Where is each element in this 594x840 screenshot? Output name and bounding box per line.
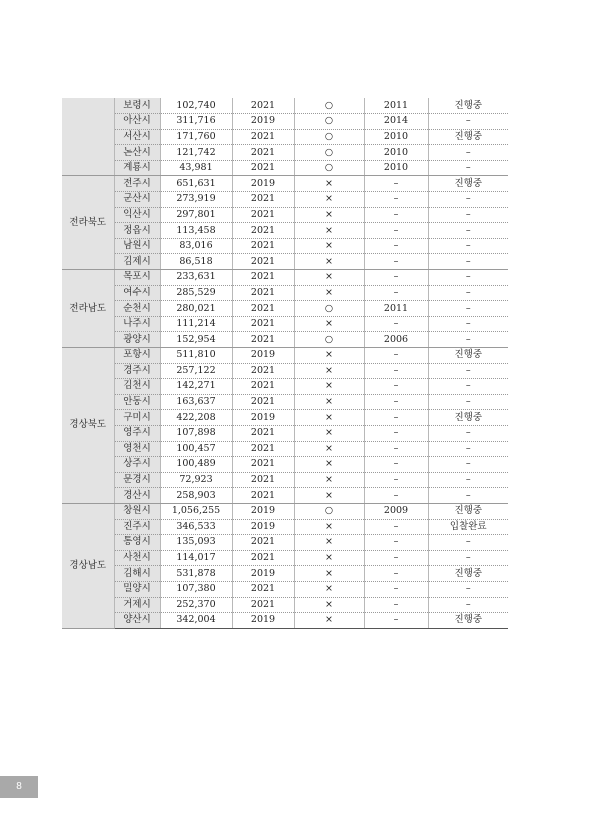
progress-status: –	[428, 145, 508, 161]
status-mark: ×	[294, 207, 364, 223]
city-name: 포항시	[114, 348, 160, 364]
progress-status: –	[428, 160, 508, 176]
population: 121,742	[160, 145, 232, 161]
city-name: 상주시	[114, 457, 160, 473]
progress-status: –	[428, 114, 508, 130]
status-mark: ×	[294, 270, 364, 286]
population: 258,903	[160, 488, 232, 504]
year: 2019	[232, 176, 294, 192]
table-row	[62, 441, 508, 457]
table-row	[62, 348, 508, 364]
population: 257,122	[160, 363, 232, 379]
population: 113,458	[160, 223, 232, 239]
table-row	[62, 114, 508, 130]
population: 100,489	[160, 457, 232, 473]
year: 2021	[232, 285, 294, 301]
city-name: 사천시	[114, 550, 160, 566]
table-row	[62, 270, 508, 286]
year: 2021	[232, 145, 294, 161]
table-row	[62, 566, 508, 582]
table-row	[62, 285, 508, 301]
year: 2019	[232, 613, 294, 629]
year: 2021	[232, 207, 294, 223]
city-name: 광양시	[114, 332, 160, 348]
start-year: –	[364, 519, 428, 535]
year: 2021	[232, 129, 294, 145]
table-row	[62, 488, 508, 504]
status-mark: ×	[294, 285, 364, 301]
table-row	[62, 503, 508, 519]
progress-status: –	[428, 363, 508, 379]
year: 2019	[232, 348, 294, 364]
year: 2021	[232, 363, 294, 379]
start-year: –	[364, 394, 428, 410]
year: 2021	[232, 425, 294, 441]
table-row	[62, 581, 508, 597]
city-name: 창원시	[114, 503, 160, 519]
status-mark: ×	[294, 176, 364, 192]
progress-status: 입찰완료	[428, 519, 508, 535]
year: 2021	[232, 394, 294, 410]
table-row	[62, 176, 508, 192]
region-name: 경상남도	[62, 503, 114, 628]
progress-status: –	[428, 270, 508, 286]
table-row	[62, 316, 508, 332]
progress-status: –	[428, 254, 508, 270]
year: 2021	[232, 98, 294, 114]
start-year: 2009	[364, 503, 428, 519]
start-year: –	[364, 441, 428, 457]
year: 2021	[232, 488, 294, 504]
table-row	[62, 160, 508, 176]
start-year: –	[364, 535, 428, 551]
status-mark: ×	[294, 581, 364, 597]
year: 2021	[232, 192, 294, 208]
city-name: 논산시	[114, 145, 160, 161]
progress-status: –	[428, 488, 508, 504]
city-name: 여수시	[114, 285, 160, 301]
status-mark: ○	[294, 114, 364, 130]
table-row	[62, 98, 508, 114]
status-mark: ×	[294, 223, 364, 239]
year: 2021	[232, 597, 294, 613]
progress-status: –	[428, 379, 508, 395]
population: 1,056,255	[160, 503, 232, 519]
start-year: –	[364, 254, 428, 270]
status-mark: ○	[294, 301, 364, 317]
year: 2021	[232, 581, 294, 597]
population: 273,919	[160, 192, 232, 208]
year: 2019	[232, 503, 294, 519]
population: 531,878	[160, 566, 232, 582]
progress-status: 진행중	[428, 176, 508, 192]
status-mark: ×	[294, 410, 364, 426]
population: 252,370	[160, 597, 232, 613]
population: 285,529	[160, 285, 232, 301]
start-year: –	[364, 192, 428, 208]
city-name: 경주시	[114, 363, 160, 379]
year: 2021	[232, 160, 294, 176]
status-mark: ×	[294, 550, 364, 566]
table-row	[62, 379, 508, 395]
table-body	[62, 98, 508, 628]
city-name: 순천시	[114, 301, 160, 317]
city-name: 목포시	[114, 270, 160, 286]
status-mark: ×	[294, 457, 364, 473]
start-year: –	[364, 207, 428, 223]
table-row	[62, 597, 508, 613]
table-row	[62, 519, 508, 535]
table-row	[62, 301, 508, 317]
population: 651,631	[160, 176, 232, 192]
progress-status: –	[428, 597, 508, 613]
progress-status: –	[428, 316, 508, 332]
city-name: 안동시	[114, 394, 160, 410]
progress-status: –	[428, 394, 508, 410]
progress-status: –	[428, 581, 508, 597]
start-year: 2011	[364, 301, 428, 317]
table-row	[62, 145, 508, 161]
year: 2021	[232, 379, 294, 395]
year: 2019	[232, 566, 294, 582]
start-year: 2014	[364, 114, 428, 130]
progress-status: –	[428, 238, 508, 254]
start-year: –	[364, 316, 428, 332]
start-year: –	[364, 425, 428, 441]
population: 83,016	[160, 238, 232, 254]
status-mark: ○	[294, 503, 364, 519]
status-mark: ○	[294, 160, 364, 176]
city-name: 남원시	[114, 238, 160, 254]
city-name: 서산시	[114, 129, 160, 145]
progress-status: 진행중	[428, 613, 508, 629]
status-mark: ×	[294, 566, 364, 582]
table-row	[62, 472, 508, 488]
city-name: 김제시	[114, 254, 160, 270]
status-mark: ×	[294, 472, 364, 488]
start-year: –	[364, 613, 428, 629]
population: 342,004	[160, 613, 232, 629]
city-name: 문경시	[114, 472, 160, 488]
year: 2019	[232, 114, 294, 130]
start-year: 2006	[364, 332, 428, 348]
region-name	[62, 98, 114, 176]
population: 102,740	[160, 98, 232, 114]
city-name: 영천시	[114, 441, 160, 457]
start-year: –	[364, 410, 428, 426]
city-name: 아산시	[114, 114, 160, 130]
population: 297,801	[160, 207, 232, 223]
city-name: 양산시	[114, 613, 160, 629]
status-mark: ○	[294, 145, 364, 161]
progress-status: –	[428, 285, 508, 301]
progress-status: –	[428, 550, 508, 566]
city-name: 보령시	[114, 98, 160, 114]
year: 2021	[232, 223, 294, 239]
progress-status: 진행중	[428, 348, 508, 364]
start-year: –	[364, 566, 428, 582]
population: 100,457	[160, 441, 232, 457]
progress-status: 진행중	[428, 503, 508, 519]
status-mark: ×	[294, 348, 364, 364]
start-year: –	[364, 379, 428, 395]
city-name: 김해시	[114, 566, 160, 582]
population: 311,716	[160, 114, 232, 130]
table-row	[62, 613, 508, 629]
start-year: –	[364, 238, 428, 254]
progress-status: 진행중	[428, 129, 508, 145]
population: 142,271	[160, 379, 232, 395]
city-name: 익산시	[114, 207, 160, 223]
year: 2021	[232, 316, 294, 332]
population: 346,533	[160, 519, 232, 535]
year: 2021	[232, 550, 294, 566]
population: 280,021	[160, 301, 232, 317]
population: 152,954	[160, 332, 232, 348]
population: 114,017	[160, 550, 232, 566]
population: 43,981	[160, 160, 232, 176]
population: 111,214	[160, 316, 232, 332]
progress-status: –	[428, 472, 508, 488]
city-name: 김천시	[114, 379, 160, 395]
status-mark: ×	[294, 363, 364, 379]
status-mark: ×	[294, 192, 364, 208]
population: 233,631	[160, 270, 232, 286]
start-year: –	[364, 285, 428, 301]
population: 86,518	[160, 254, 232, 270]
table-row	[62, 192, 508, 208]
progress-status: –	[428, 301, 508, 317]
start-year: –	[364, 472, 428, 488]
year: 2021	[232, 457, 294, 473]
start-year: –	[364, 550, 428, 566]
year: 2021	[232, 238, 294, 254]
start-year: –	[364, 348, 428, 364]
year: 2021	[232, 332, 294, 348]
start-year: –	[364, 581, 428, 597]
progress-status: –	[428, 223, 508, 239]
city-name: 밀양시	[114, 581, 160, 597]
region-name: 전라북도	[62, 176, 114, 270]
start-year: –	[364, 457, 428, 473]
start-year: –	[364, 488, 428, 504]
table-row	[62, 207, 508, 223]
start-year: 2010	[364, 145, 428, 161]
progress-status: 진행중	[428, 98, 508, 114]
status-mark: ×	[294, 425, 364, 441]
page-number: 8	[0, 776, 38, 798]
city-name: 구미시	[114, 410, 160, 426]
city-data-table	[62, 98, 508, 629]
year: 2021	[232, 301, 294, 317]
start-year: –	[364, 223, 428, 239]
year: 2021	[232, 441, 294, 457]
start-year: –	[364, 176, 428, 192]
progress-status: –	[428, 425, 508, 441]
city-name: 전주시	[114, 176, 160, 192]
year: 2021	[232, 472, 294, 488]
start-year: 2010	[364, 129, 428, 145]
city-name: 진주시	[114, 519, 160, 535]
table-row	[62, 129, 508, 145]
city-name: 거제시	[114, 597, 160, 613]
table-row	[62, 394, 508, 410]
table-row	[62, 223, 508, 239]
status-mark: ×	[294, 238, 364, 254]
progress-status: –	[428, 441, 508, 457]
city-name: 계룡시	[114, 160, 160, 176]
table-row	[62, 363, 508, 379]
year: 2021	[232, 270, 294, 286]
city-name: 영주시	[114, 425, 160, 441]
table-row	[62, 410, 508, 426]
progress-status: 진행중	[428, 410, 508, 426]
year: 2019	[232, 519, 294, 535]
population: 422,208	[160, 410, 232, 426]
table-row	[62, 535, 508, 551]
population: 171,760	[160, 129, 232, 145]
table-row	[62, 332, 508, 348]
status-mark: ×	[294, 613, 364, 629]
region-name: 경상북도	[62, 348, 114, 504]
progress-status: –	[428, 207, 508, 223]
status-mark: ○	[294, 98, 364, 114]
status-mark: ×	[294, 488, 364, 504]
year: 2019	[232, 410, 294, 426]
population: 107,380	[160, 581, 232, 597]
progress-status: –	[428, 457, 508, 473]
population: 163,637	[160, 394, 232, 410]
start-year: –	[364, 597, 428, 613]
start-year: 2010	[364, 160, 428, 176]
status-mark: ×	[294, 316, 364, 332]
status-mark: ○	[294, 332, 364, 348]
status-mark: ×	[294, 254, 364, 270]
table-row	[62, 425, 508, 441]
table-row	[62, 254, 508, 270]
status-mark: ×	[294, 597, 364, 613]
city-name: 나주시	[114, 316, 160, 332]
status-mark: ○	[294, 129, 364, 145]
progress-status: –	[428, 332, 508, 348]
status-mark: ×	[294, 379, 364, 395]
status-mark: ×	[294, 519, 364, 535]
population: 135,093	[160, 535, 232, 551]
city-name: 경산시	[114, 488, 160, 504]
progress-status: 진행중	[428, 566, 508, 582]
status-mark: ×	[294, 394, 364, 410]
population: 72,923	[160, 472, 232, 488]
table-row	[62, 550, 508, 566]
year: 2021	[232, 254, 294, 270]
region-name: 전라남도	[62, 270, 114, 348]
progress-status: –	[428, 535, 508, 551]
population: 107,898	[160, 425, 232, 441]
start-year: –	[364, 270, 428, 286]
year: 2021	[232, 535, 294, 551]
population: 511,810	[160, 348, 232, 364]
table-row	[62, 238, 508, 254]
city-name: 통영시	[114, 535, 160, 551]
progress-status: –	[428, 192, 508, 208]
status-mark: ×	[294, 441, 364, 457]
table-row	[62, 457, 508, 473]
city-name: 정읍시	[114, 223, 160, 239]
start-year: –	[364, 363, 428, 379]
city-name: 군산시	[114, 192, 160, 208]
start-year: 2011	[364, 98, 428, 114]
status-mark: ×	[294, 535, 364, 551]
